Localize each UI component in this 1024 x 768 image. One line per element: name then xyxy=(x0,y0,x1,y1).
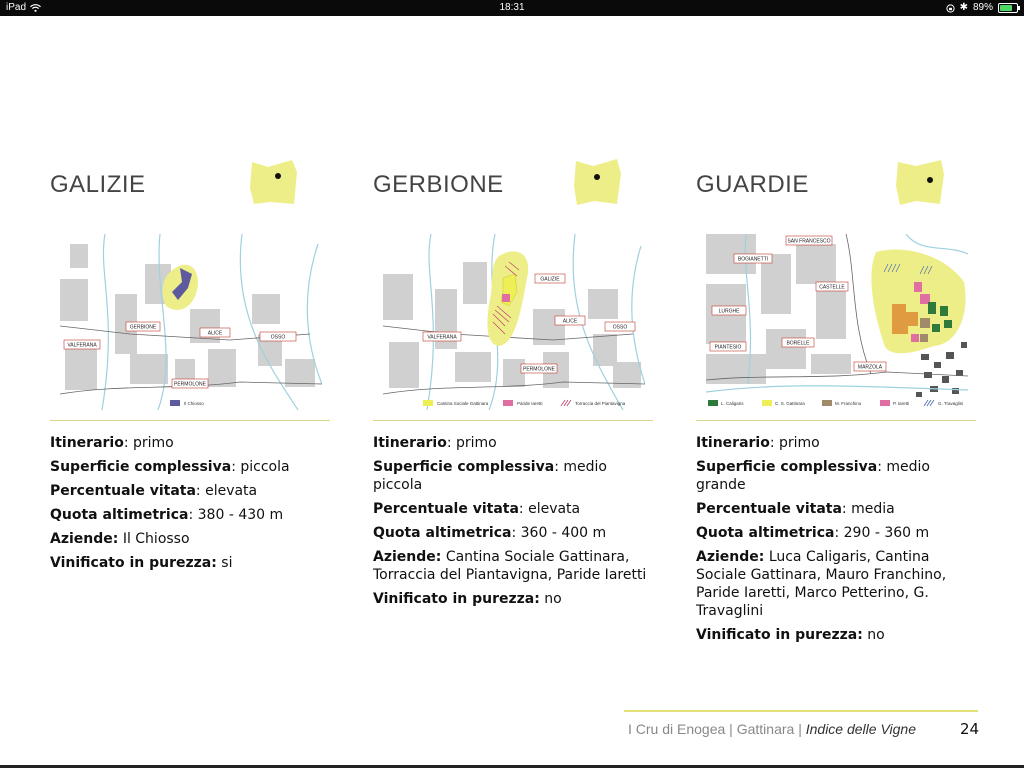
map-label: MARZOLA xyxy=(857,364,883,371)
map-label: CASTELLE xyxy=(819,284,845,291)
property-quota: Quota altimetrica: 380 - 430 m xyxy=(50,507,284,523)
orientation-lock-icon xyxy=(946,4,955,13)
cru-title: GERBIONE xyxy=(373,171,504,198)
locator-map-icon xyxy=(571,158,623,208)
legend-item: Il Chiosso xyxy=(184,401,204,406)
map-label: GALIZIE xyxy=(540,276,560,283)
footer-publication: I Cru di Enogea xyxy=(628,721,726,737)
property-vinificato: Vinificato in purezza: no xyxy=(696,627,885,643)
vineyard-map xyxy=(60,234,322,410)
map-label: OSSO xyxy=(270,334,286,341)
properties-list xyxy=(696,434,981,650)
legend-item: L. Caligaris xyxy=(721,401,744,406)
legend-item: P. Iaretti xyxy=(893,401,910,406)
map-label: SAN FRANCESCO xyxy=(787,238,831,245)
map-label: VALFERANA xyxy=(427,334,457,341)
legend-item: C. S. Gattinara xyxy=(775,401,805,406)
footer-divider xyxy=(624,710,978,712)
cru-title: GALIZIE xyxy=(50,171,146,198)
properties-list xyxy=(50,434,335,578)
page-number: 24 xyxy=(960,720,980,738)
vineyard-map xyxy=(383,234,645,410)
device-name: iPad xyxy=(6,2,27,13)
map-label: BORELLE xyxy=(786,340,810,347)
property-percentuale: Percentuale vitata: elevata xyxy=(373,501,581,517)
properties-list xyxy=(373,434,658,614)
map-label: ALICE xyxy=(207,330,223,337)
property-aziende: Aziende: Cantina Sociale Gattinara, Torraccia del Piantavigna, Paride Iaretti xyxy=(373,549,647,583)
footer-section: Indice delle Vigne xyxy=(805,721,917,737)
vineyard-map xyxy=(706,234,968,410)
map-label: PIANTESIO xyxy=(714,344,742,351)
legend-item: G. Travaglini xyxy=(938,401,964,406)
divider xyxy=(696,420,976,421)
property-vinificato: Vinificato in purezza: si xyxy=(50,555,233,571)
divider xyxy=(50,420,330,421)
map-label: VALFERANA xyxy=(67,342,97,349)
property-vinificato: Vinificato in purezza: no xyxy=(373,591,562,607)
map-label: BOGIANETTI xyxy=(737,256,769,263)
map-label: OSSO xyxy=(612,324,628,331)
footer-area: Gattinara xyxy=(736,721,795,737)
map-label: PERMOLONE xyxy=(174,381,206,388)
divider xyxy=(373,420,653,421)
cru-title: GUARDIE xyxy=(696,171,809,198)
clock: 18:31 xyxy=(499,2,525,13)
property-percentuale: Percentuale vitata: media xyxy=(696,501,895,517)
map-label: PERMOLONE xyxy=(523,366,555,373)
property-superficie: Superficie complessiva: medio grande xyxy=(696,459,930,493)
legend-item: M. Franchino xyxy=(835,401,862,406)
map-label: GERBIONE xyxy=(129,324,157,331)
legend-item: Torraccia del Piantavigna xyxy=(575,401,626,406)
property-itinerario: Itinerario: primo xyxy=(696,435,820,451)
property-itinerario: Itinerario: primo xyxy=(50,435,174,451)
map-label: LURGHE xyxy=(718,308,740,315)
bluetooth-icon: ✱ xyxy=(959,2,968,13)
battery-level xyxy=(1000,5,1012,11)
legend-item: Cantina Sociale Gattinara xyxy=(437,401,489,406)
property-aziende: Aziende: Luca Caligaris, Cantina Sociale Gattinara, Mauro Franchino, Paride Iaretti, Marco Petterino, G. Travaglini xyxy=(696,549,947,619)
property-itinerario: Itinerario: primo xyxy=(373,435,497,451)
status-bar xyxy=(0,0,1024,16)
property-aziende: Aziende: Il Chiosso xyxy=(50,531,190,547)
property-quota: Quota altimetrica: 290 - 360 m xyxy=(696,525,930,541)
legend-item: Paride Iaretti xyxy=(517,401,543,406)
property-superficie: Superficie complessiva: medio piccola xyxy=(373,459,607,493)
property-percentuale: Percentuale vitata: elevata xyxy=(50,483,258,499)
battery-percent: 89% xyxy=(972,2,993,13)
battery-icon xyxy=(998,3,1018,13)
footer-breadcrumb: I Cru di Enogea | Gattinara | Indice delle Vigne xyxy=(628,721,917,737)
property-quota: Quota altimetrica: 360 - 400 m xyxy=(373,525,607,541)
locator-map-icon xyxy=(894,158,946,208)
map-label: ALICE xyxy=(562,318,578,325)
property-superficie: Superficie complessiva: piccola xyxy=(50,459,290,475)
locator-map-icon xyxy=(248,158,300,208)
